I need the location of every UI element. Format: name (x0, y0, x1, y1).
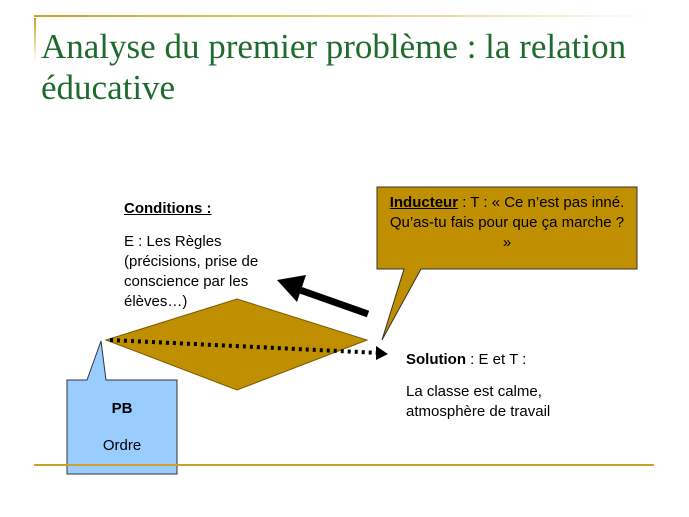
slide-title: Analyse du premier problème : la relation éducative (41, 27, 627, 107)
inducteur-text: : T : « Ce n’est pas inné. Qu’as-tu fais pour que ça marche ? » (389, 194, 625, 251)
solution-title-rest: : E et T : (466, 351, 527, 368)
dotted-arrow-head (376, 346, 388, 360)
pb-label: PB (111, 400, 133, 417)
solution-title (406, 350, 526, 370)
conditions-text: E : Les Règles (précisions, prise de conscience par les élèves…) (124, 233, 259, 310)
solution-text: La classe est calme, atmosphère de travail (406, 383, 551, 420)
conditions-arrow-shaft (300, 290, 368, 314)
inducteur-text-block (384, 193, 630, 253)
solution-label: Solution (406, 351, 466, 368)
pb-text: Ordre (102, 437, 142, 454)
inducteur-label: Inducteur (389, 194, 459, 211)
footer-rule (34, 464, 654, 466)
conditions-title: Conditions : (124, 200, 212, 217)
